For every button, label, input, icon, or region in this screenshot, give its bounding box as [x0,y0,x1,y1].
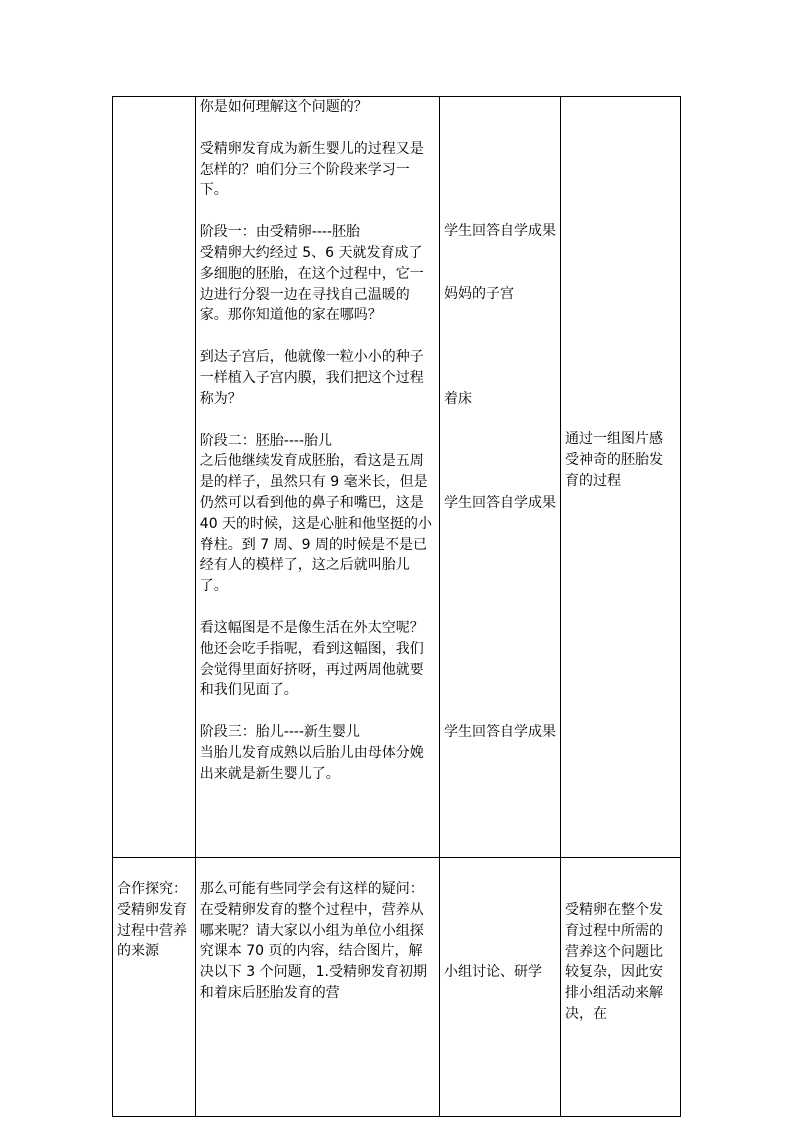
student-response: 妈妈的子宫 [443,285,514,302]
student-response: 学生回答自学成果 [443,223,556,239]
teacher-paragraph: 阶段一：由受精卵----胚胎 [199,224,361,241]
teacher-paragraph: 阶段三：胎儿----新生婴儿 [199,724,361,741]
design-intent-cell [561,97,681,858]
teacher-paragraph: 受精卵大约经过 5、6 天就发育成了多细胞的胚胎，在这个过程中，它一边进行分裂一边在寻找自己温暖的家。那你知道他的家在哪吗？ [199,244,424,324]
teacher-paragraph: 阶段二：胚胎----胎儿 [199,432,333,449]
teacher-paragraph: 当胎儿发育成熟以后胎儿由母体分娩出来就是新生婴儿了。 [199,744,424,782]
teacher-paragraph: 看这幅图是不是像生活在外太空呢？他还会吃手指呢，看到这幅图，我们会觉得里面好挤呀，再过两周他就要和我们见面了。 [199,619,424,699]
lesson-plan-table [112,96,681,1117]
teacher-paragraph: 之后他继续发育成胚胎，看这是五周是的样子，虽然只有 9 毫米长，但是仍然可以看到他的鼻子和嘴巴，这是 40 天的时候，这是心脏和他坚挺的小脊柱。到 7 周、9 周的时候是不是已经有人的模样了，这之后就叫胎儿了。 [199,453,433,595]
design-intent-cell [561,858,681,1117]
teacher-paragraph: 受精卵发育成为新生婴儿的过程又是怎样的？咱们分三个阶段来学习一下。 [199,140,424,199]
student-response: 学生回答自学成果 [443,495,556,512]
student-activity-cell [439,858,560,1117]
teacher-paragraph: 到达子宫后，他就像一粒小小的种子一样植入子宫内膜，我们把这个过程称为？ [199,349,424,407]
stage-cell [113,97,196,858]
student-response: 学生回答自学成果 [443,724,556,741]
teacher-paragraph: 你是如何理解这个问题的？ [199,99,368,115]
teacher-activity-cell [195,97,439,858]
stage-cell [113,858,196,1117]
student-activity-cell [439,97,560,858]
teacher-activity-cell [195,858,439,1117]
student-activity-text: 小组讨论、研学 [443,964,542,980]
design-intent-text: 受精卵在整个发育过程中所需的营养这个问题比较复杂，因此安排小组活动来解决，在 [565,902,663,1022]
teacher-activity-text: 那么可能有些同学会有这样的疑问：在受精卵发育的整个过程中，营养从哪来呢？请大家以小组为单位小组探究课本 70 页的内容，结合图片，解决以下 3 个问题，1.受精卵发育初期和着床后胚胎发育的营 [199,881,427,1001]
student-response: 着床 [443,390,472,407]
design-intent-text: 通过一组图片感受神奇的胚胎发育的过程 [565,431,663,489]
table-row [113,97,681,858]
table-row [113,858,681,1117]
stage-label: 合作探究：受精卵发育过程中营养的来源 [117,881,187,960]
